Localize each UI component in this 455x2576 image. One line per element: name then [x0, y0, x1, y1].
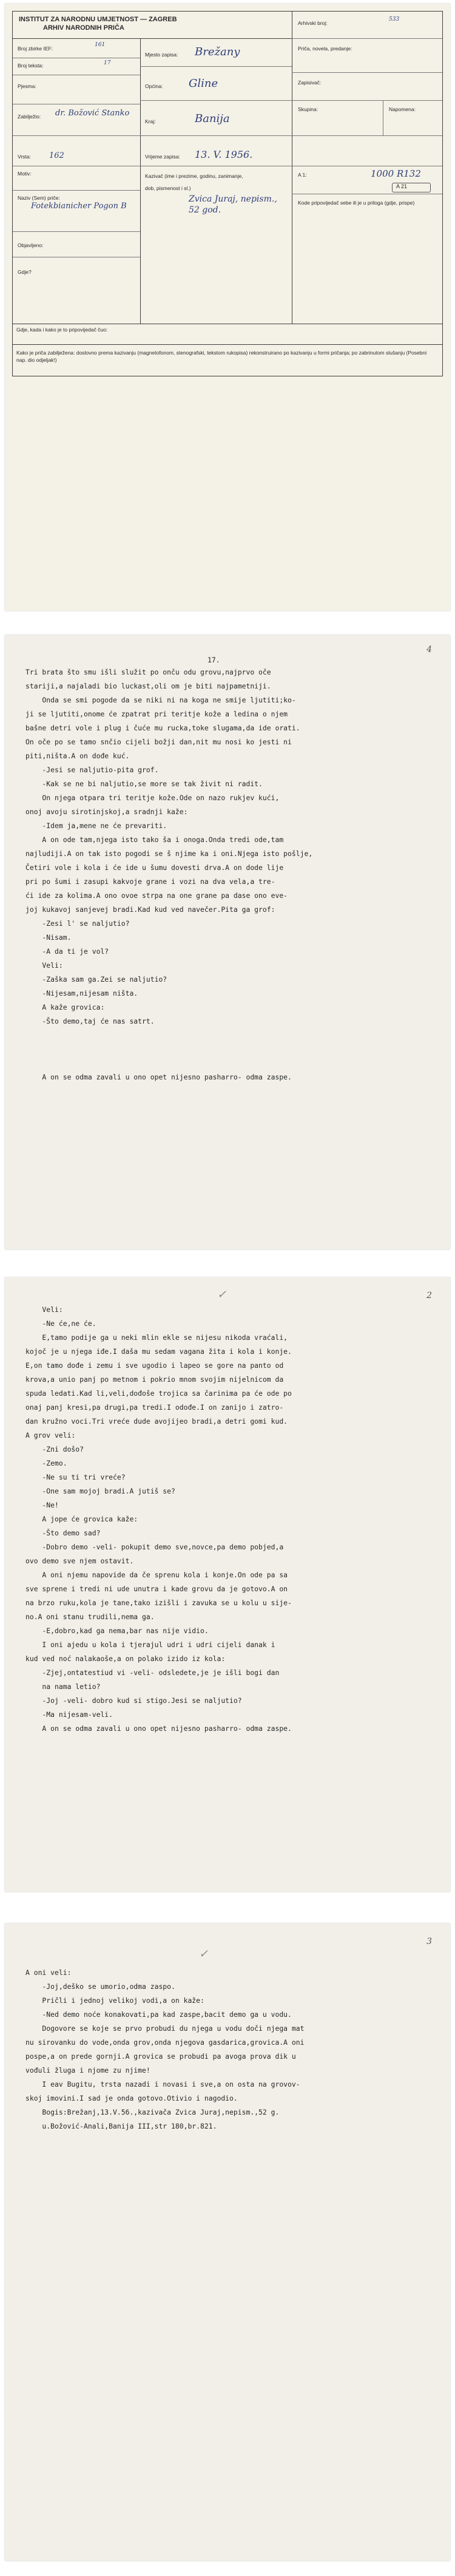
song-label: Pjesma: [18, 83, 36, 89]
text-line: -Ned demo noće konakovati,pa kad zaspe,bacit demo ga u vodu. [25, 2010, 292, 2019]
story-type-label: Priča, novela, predanje: [298, 46, 352, 52]
municipality-value: Gline [189, 77, 218, 90]
recorder-label: Zapisivač: [298, 80, 322, 86]
institute-name: INSTITUT ZA NARODNU UMJETNOST — ZAGREB [19, 16, 177, 23]
pencil-mark: ✓ [199, 1948, 209, 1960]
text-line: A grov veli: [25, 1431, 76, 1439]
where-label: Gdje? [18, 269, 32, 275]
recording-method-note: Kako je priča zabilježena: doslovno prema kazivanju (magnetofonom, stenografski, tekstom rukopisa) rekonstruirano po kazivanju u formi pričanja; po zabrinutom slušanju (Posebni nap. dio odjeljak!) [16, 350, 427, 363]
recorded-by-value: dr. Božović Stanko [55, 109, 130, 118]
collection-number-label: Broj zbirke IEF: [18, 46, 53, 52]
story-text [25, 665, 438, 1084]
text-line: A on se odma zavali u ono opet nijesno pasharro- odma zaspe. [25, 1724, 292, 1733]
page-corner-number: 4 [426, 645, 432, 654]
text-line: no.A oni stanu trudili,nema ga. [25, 1613, 155, 1621]
region-label: Kraj: [145, 118, 156, 124]
text-line: na brzo ruku,kola je tane,tako izišli i zavuka se u kolu u sije- [25, 1599, 292, 1607]
text-line: A kaže grovica: [25, 1003, 105, 1011]
text-line: -Joj -veli- dobro kud si stigo.Jesi se naljutio? [25, 1696, 242, 1705]
text-line: -E,dobro,kad ga nema,bar nas nije vidio. [25, 1626, 209, 1635]
motif-label: Motiv: [18, 171, 32, 177]
text-line [25, 1056, 438, 1070]
text-line: spuda ledati.Kad li,veli,dođoše trojica sa čarinima pa će ode po [25, 1389, 292, 1398]
collection-number-value: 161 [95, 42, 106, 48]
group-label: Skupina: [298, 106, 318, 112]
text-line: A on se odma zavali u ono opet nijesno pasharro- odma zaspe. [25, 1073, 292, 1081]
catalogue-card [12, 11, 443, 376]
catalogue-card-page [5, 4, 450, 611]
text-line: -Zesi l' se naljutio? [25, 919, 130, 928]
text-line: Veli: [25, 961, 63, 970]
text-line: -Nijesam,nijesam ništa. [25, 989, 138, 997]
text-line: Četiri vole i kola i će ide u šumu dovesti drva.A on dode lije [25, 863, 284, 872]
text-number-label: Broj teksta: [18, 63, 44, 69]
genre-label: Vrsta: [18, 154, 31, 160]
nr-value: 1000 R132 [371, 168, 421, 179]
place-label: Mjesto zapisa: [145, 52, 178, 58]
text-line: Tri brata što smu išli služit po onču odu grovu,najprvo oče [25, 668, 271, 676]
text-line: joj kukavoj sanjevej bradi.Kad kud ved navečer.Pita ga grof: [25, 905, 275, 914]
story-number: 17. [207, 656, 220, 664]
narrator-label: Kazivač (ime i prezime, godinu, zanimanje, [145, 173, 243, 179]
pencil-mark: ✓ [217, 1288, 227, 1301]
text-line: -Ne su ti tri vreće? [25, 1473, 126, 1481]
text-line: Onda se smi pogode da se niki ni na koga ne smije ljutiti;ko- [25, 696, 296, 704]
note-label: Napomena: [389, 106, 416, 112]
published-label: Objavljeno: [18, 242, 44, 248]
text-line: ji se ljutiti,onome će zpatrat pri teritje kože a ledina o njem [25, 710, 288, 718]
text-line: najludiji.A on tak isto pogodi se š njime ka i oni.Njega isto pošlje, [25, 849, 313, 858]
date-label: Vrijeme zapisa: [145, 154, 180, 160]
text-line: -Idem ja,mene ne će prevariti. [25, 821, 167, 830]
text-line: -One sam mojoj bradi.A jutiš se? [25, 1487, 175, 1495]
text-line: dan kružno voci.Tri vreće dude avojijeo bradi,a detri gomi kud. [25, 1417, 288, 1426]
region-value: Banija [195, 112, 230, 125]
text-line: onaj panj kresi,pa drugi,pa tredi.I odođe.I on zanijo i zatro- [25, 1403, 284, 1412]
text-line: pospe,a on prede gornji.A grovica se probudi pa avoga prova dik u [25, 2052, 296, 2061]
story-name-label: Naziv (Sem) priče: [18, 195, 60, 201]
stamp: A 21 [392, 183, 431, 192]
text-line: u.Božović-Anali,Banija III,str 180,br.821. [25, 2122, 217, 2130]
institute-header [19, 15, 177, 32]
text-line: na nama letio? [25, 1682, 101, 1691]
text-line: -Nisam. [25, 933, 72, 942]
text-line [25, 1042, 438, 1056]
typed-page-1 [5, 635, 450, 1249]
genre-value: 162 [49, 151, 64, 160]
text-line: -Ma nijesam-veli. [25, 1710, 113, 1719]
text-line: -Jesi se naljutio-pita grof. [25, 766, 159, 774]
text-line: -Ne! [25, 1501, 59, 1509]
text-line: -Što demo sad? [25, 1529, 101, 1537]
text-line: -Ne će,ne će. [25, 1319, 96, 1328]
story-text [25, 1966, 438, 2133]
text-line: E,tamo podije ga u neki mlin ekle se nijesu nikoda vraćali, [25, 1333, 288, 1342]
place-value: Brežany [195, 46, 240, 58]
text-line: A on ode tam,njega isto tako ša i onoga.Onda tredi ode,tam [25, 835, 284, 844]
recorded-by-label: Zabilježio: [18, 114, 41, 120]
text-line [25, 1028, 438, 1042]
story-text [25, 1303, 438, 1736]
text-number-value: 17 [104, 60, 111, 66]
text-line: -Zni došo? [25, 1445, 84, 1453]
text-line: skoj imovini.I sad je onda gotovo.Otivio i nagodio. [25, 2094, 238, 2102]
text-line: kud ved noć nalakaoše,a on polako izido iz kola: [25, 1654, 226, 1663]
text-line: vođuli žluga i njome zu njime! [25, 2066, 150, 2075]
text-line: piti,ništa.A on dođe kuć. [25, 752, 130, 760]
text-line: krova,a unio panj po metnom i pokrio mnom svojim nijelnicom da [25, 1375, 284, 1384]
text-line: sve sprene i tredi ni ude unutra i kade grovu da je gotovo.A on [25, 1585, 288, 1593]
text-line: onoj avoju sirotinjskoj,a sradnji kaže: [25, 807, 188, 816]
text-line: A oni veli: [25, 1968, 72, 1977]
nr-label: A 1: [298, 172, 307, 178]
heard-where-label: Gdje, kada i kako je to pripovijedač čuo: [16, 327, 108, 333]
text-line: I oni ajedu u kola i tjerajul udri i udri cijeli danak i [25, 1640, 275, 1649]
text-line: ovo demo sve njem ostavit. [25, 1557, 134, 1565]
text-line: -Zjej,ontatestiud vi -veli- odsledete,je je išli bogi dan [25, 1668, 280, 1677]
text-line: nu sirovanku do vode,onda grov,onda njegova gasdarica,grovica.A oni [25, 2038, 305, 2047]
text-line: On oče po se tamo snčio cijeli božji dan,nit mu nosi ko jesti ni [25, 738, 292, 746]
text-line: -Zemo. [25, 1459, 67, 1467]
archive-number-value: 533 [389, 16, 400, 22]
text-line: Bogis:Brežanj,13.V.56.,kazivača Zvica Juraj,nepism.,52 g. [25, 2108, 280, 2116]
page-corner-number: 2 [426, 1291, 432, 1300]
text-line: -Joj,deško se umorio,odma zaspo. [25, 1982, 175, 1991]
narrator-label-2: dob, pismenost i sl.) [145, 185, 191, 191]
text-line: pri po šumi i zasupi kakvoje grane i vozi na dva vela,a tre- [25, 877, 275, 886]
text-line: ći ide za kolima.A ono ovoe strpa na one grane pa dase ono eve- [25, 891, 288, 900]
text-line: A oni njemu napovide da če sprenu kola i konje.On ode pa sa [25, 1571, 288, 1579]
typed-page-2 [5, 1277, 450, 1892]
text-line: kojoč je u njega iđe.I daša mu sedam vagana žita i kola i konje. [25, 1347, 292, 1356]
story-name-value: Fotekbianicher Pogon B [31, 202, 127, 211]
text-line: -Dobro demo -veli- pokupit demo sve,novce,pa demo pobjed,a [25, 1543, 284, 1551]
text-line: I eav Bugitu, trsta nazadi i novasi i sve,a on osta na grovov- [25, 2080, 300, 2088]
text-line: A jope će grovica kaže: [25, 1515, 138, 1523]
text-line: -Kak se ne bi naljutio,se more se tak živit ni radit. [25, 780, 263, 788]
text-line: -Što demo,taj će nas satrt. [25, 1017, 155, 1025]
kode-label: Kode pripovijedač sebe ili je u priloga (gdje, prispe) [298, 200, 415, 206]
text-line: bašne detri vole i plug i čuće mu rucka,toke slugama,da ide orati. [25, 724, 300, 732]
archive-number-label: Arhivski broj: [298, 20, 328, 26]
typed-page-3 [5, 1923, 450, 2561]
municipality-label: Općina: [145, 83, 163, 89]
text-line: Pričli i jednoj velikoj vodi,a on kaže: [25, 1996, 204, 2005]
text-line: stariji,a najaladi bio luckast,oli om je biti najpametniji. [25, 682, 271, 690]
text-line: Veli: [25, 1305, 63, 1314]
text-line: -A da ti je vol? [25, 947, 109, 956]
date-value: 13. V. 1956. [195, 149, 253, 160]
text-line: -Zaška sam ga.Zei se naljutio? [25, 975, 167, 984]
text-line: On njega otpara tri teritje kože.Ode on nazo rukjev kući, [25, 794, 280, 802]
archive-name: ARHIV NARODNIH PRIČA [43, 24, 124, 32]
narrator-value: Zvica Juraj, nepism., 52 god. [189, 194, 277, 215]
text-line: Dogovore se koje se prvo probudi du njega u vodu doči njega mat [25, 2024, 305, 2033]
page-corner-number: 3 [426, 1937, 432, 1946]
text-line: E,on tamo dođe i zemu i sve ugodio i lapeo se gore na panto od [25, 1361, 284, 1370]
